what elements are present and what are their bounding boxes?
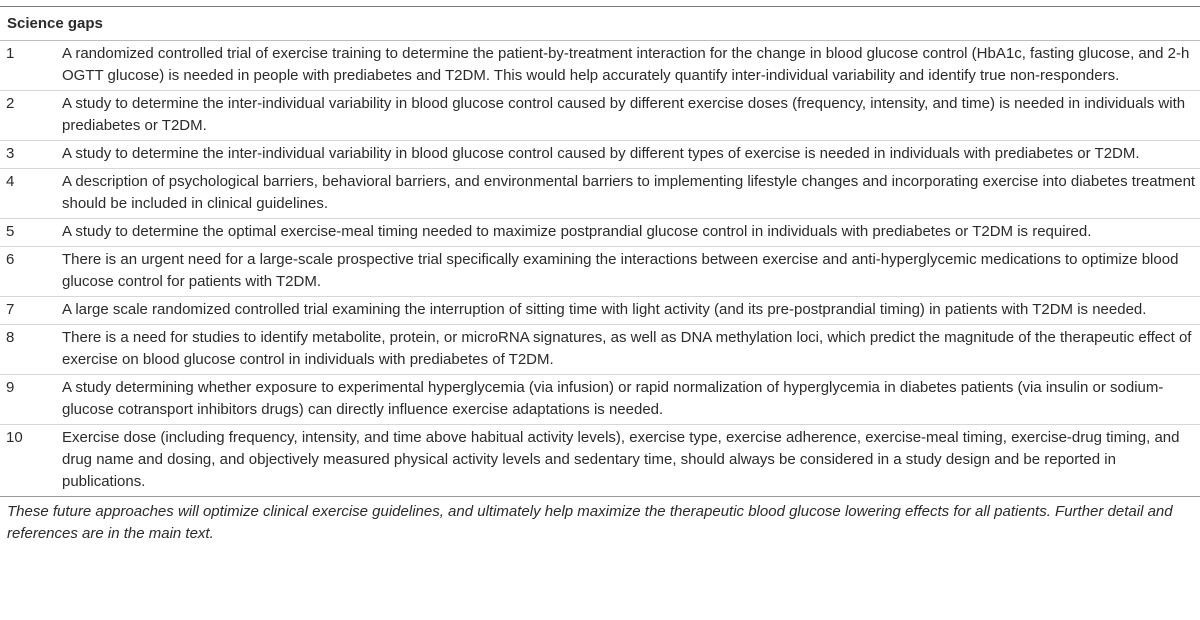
row-text: A description of psychological barriers, behavioral barriers, and environmental barriers to implementing lifestyle changes and incorporating exercise into diabetes treatment should be included in clinical guidelines. <box>62 173 1196 212</box>
header-label: Science gaps <box>7 15 103 32</box>
row-text: A study determining whether exposure to experimental hyperglycemia (via infusion) or rapid normalization of hyperglycemia in diabetes patients (via insulin or sodium-glucose cotransport inhibitors drugs) can directly influence exercise adaptations is needed. <box>62 379 1164 418</box>
science-gaps-table <box>0 6 1200 545</box>
table-body <box>0 41 1200 497</box>
row-text: There is an urgent need for a large-scale prospective trial specifically examining the interactions between exercise and anti-hyperglycemic medications to optimize blood glucose control for patients with T2DM. <box>62 251 1179 290</box>
table-row <box>0 425 1200 497</box>
table-row <box>0 297 1200 325</box>
table-header <box>0 7 1200 41</box>
row-text: There is a need for studies to identify metabolite, protein, or microRNA signatures, as well as DNA methylation loci, which predict the magnitude of the therapeutic effect of exercise on blood glucose control in individuals with prediabetes of T2DM. <box>62 329 1192 368</box>
row-text: A study to determine the inter-individual variability in blood glucose control caused by different types of exercise is needed in individuals with prediabetes or T2DM. <box>62 145 1140 162</box>
table-row <box>0 141 1200 169</box>
row-text: A randomized controlled trial of exercise training to determine the patient-by-treatment interaction for the change in blood glucose control (HbA1c, fasting glucose, and 2-h OGTT glucose) is needed in people with prediabetes and T2DM. This would help accurately quantify inter-individual variability and identify true non-responders. <box>62 45 1190 84</box>
row-text: A study to determine the inter-individual variability in blood glucose control caused by different exercise doses (frequency, intensity, and time) is needed in individuals with prediabetes or T2DM. <box>62 95 1186 134</box>
row-number: 4 <box>6 173 15 190</box>
table-row <box>0 219 1200 247</box>
row-number: 2 <box>6 95 15 112</box>
row-number: 3 <box>6 145 15 162</box>
row-number: 1 <box>6 45 15 62</box>
row-number: 6 <box>6 251 15 268</box>
row-number: 10 <box>6 429 23 446</box>
table-row <box>0 41 1200 91</box>
table-row <box>0 325 1200 375</box>
table-footnote: These future approaches will optimize clinical exercise guidelines, and ultimately help maximize the therapeutic blood glucose lowering effects for all patients. Further detail and references are in the main text. <box>7 503 1173 542</box>
row-text: A large scale randomized controlled trial examining the interruption of sitting time with light activity (and its pre-postprandial timing) in patients with T2DM is needed. <box>62 301 1147 318</box>
row-text: Exercise dose (including frequency, intensity, and time above habitual activity levels), exercise type, exercise adherence, exercise-meal timing, exercise-drug timing, and drug name and dosing, and objectively measured physical activity levels and sedentary time, should always be considered in a study design and be reported in publications. <box>62 429 1180 490</box>
row-number: 5 <box>6 223 15 240</box>
table-row <box>0 247 1200 297</box>
row-number: 9 <box>6 379 15 396</box>
row-number: 7 <box>6 301 15 318</box>
row-text: A study to determine the optimal exercise-meal timing needed to maximize postprandial glucose control in individuals with prediabetes or T2DM is required. <box>62 223 1092 240</box>
table-row <box>0 375 1200 425</box>
row-number: 8 <box>6 329 15 346</box>
table-row <box>0 169 1200 219</box>
table-row <box>0 91 1200 141</box>
